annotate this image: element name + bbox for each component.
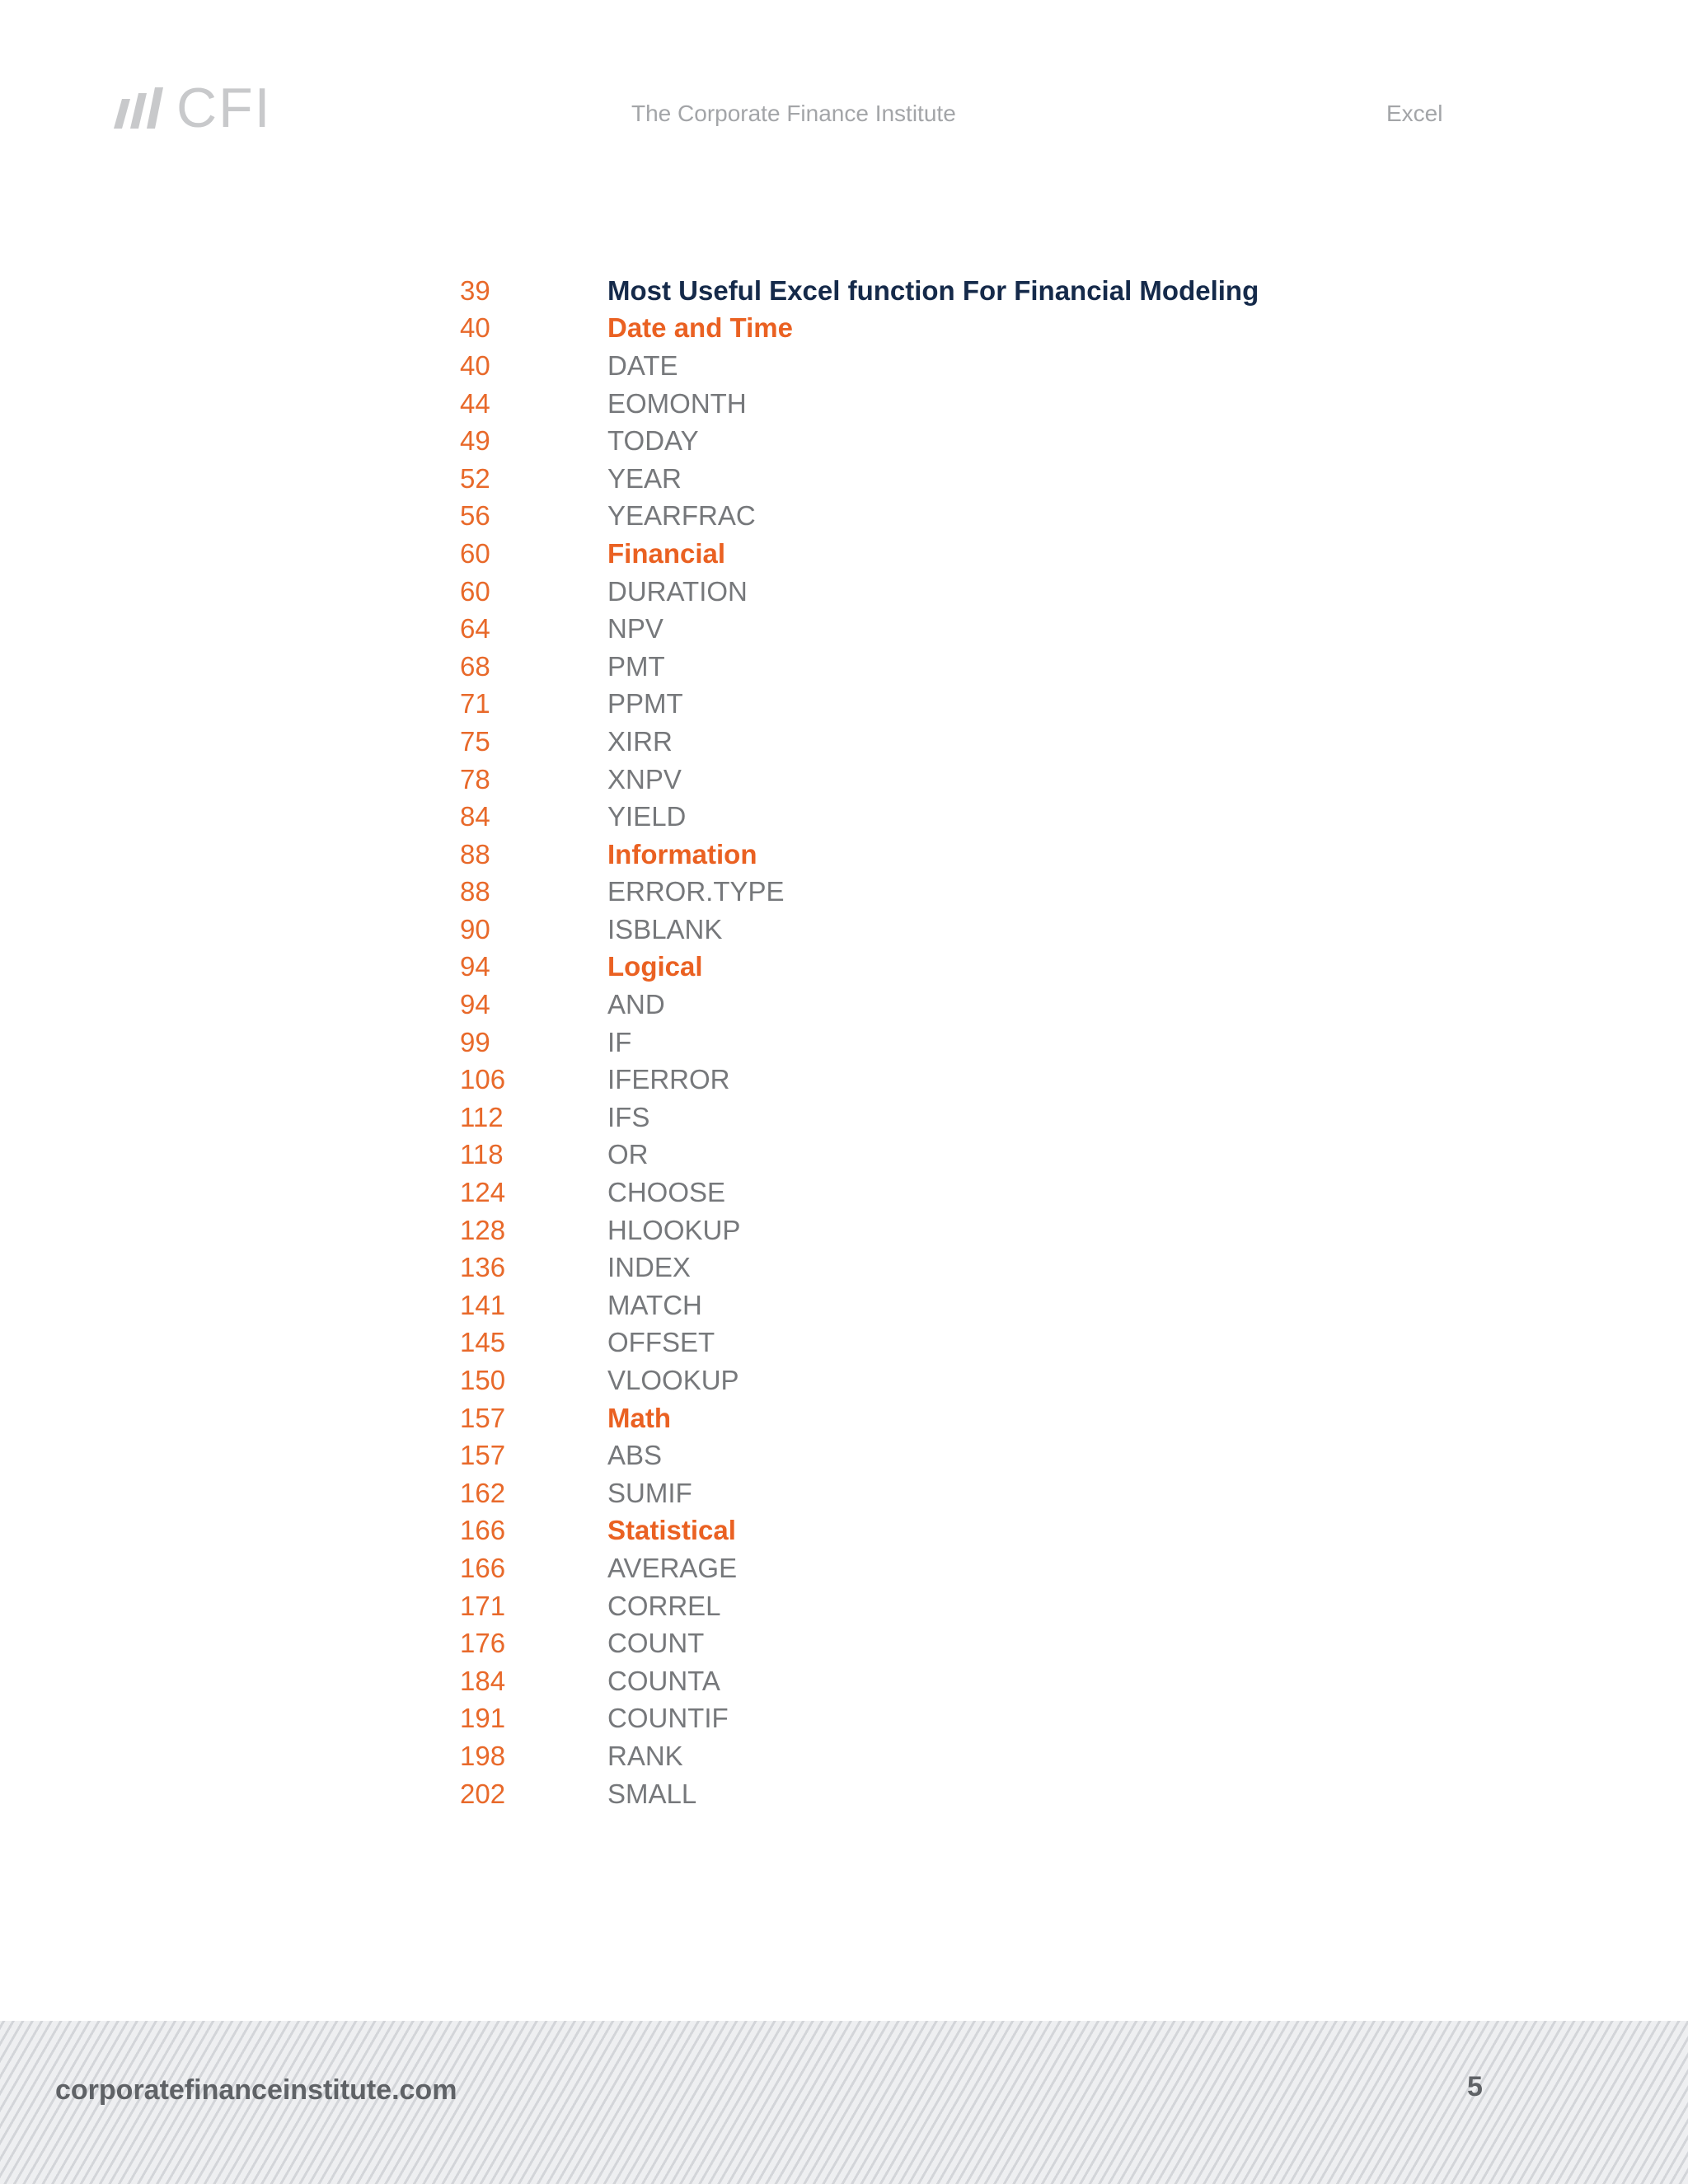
toc-page-number: 184 bbox=[460, 1665, 506, 1696]
toc-page-number: 60 bbox=[460, 537, 490, 569]
toc-entry-label: XIRR bbox=[607, 725, 673, 757]
toc-page-number: 44 bbox=[460, 387, 490, 419]
toc-item-row[interactable] bbox=[460, 1737, 1449, 1775]
toc-entry-label: IFS bbox=[607, 1101, 650, 1132]
toc-page-number: 90 bbox=[460, 913, 490, 944]
toc-page-number: 56 bbox=[460, 500, 490, 532]
toc-page-number: 166 bbox=[460, 1515, 506, 1546]
toc-item-row[interactable] bbox=[460, 1286, 1449, 1324]
toc-page-number: 60 bbox=[460, 575, 490, 607]
toc-entry-label: AVERAGE bbox=[607, 1552, 738, 1583]
toc-entry-label: OFFSET bbox=[607, 1327, 715, 1358]
toc-entry-label: Financial bbox=[607, 537, 726, 569]
toc-item-row[interactable] bbox=[460, 723, 1449, 761]
toc-entry-label: OR bbox=[607, 1139, 649, 1170]
toc-entry-label: RANK bbox=[607, 1740, 683, 1771]
toc-item-row[interactable] bbox=[460, 686, 1449, 724]
toc-entry-label: Most Useful Excel function For Financial Modeling bbox=[607, 274, 1259, 306]
toc-section-row[interactable] bbox=[460, 310, 1449, 348]
toc-section-row[interactable] bbox=[460, 1512, 1449, 1550]
header-topic: Excel bbox=[1386, 101, 1443, 126]
toc-entry-label: TODAY bbox=[607, 425, 699, 457]
toc-entry-label: IF bbox=[607, 1026, 632, 1057]
toc-page-number: 88 bbox=[460, 838, 490, 869]
toc-item-row[interactable] bbox=[460, 1624, 1449, 1662]
toc-page-number: 75 bbox=[460, 725, 490, 757]
toc-section-row[interactable] bbox=[460, 949, 1449, 987]
cfi-stripes-icon bbox=[114, 87, 168, 129]
toc-item-row[interactable] bbox=[460, 986, 1449, 1024]
toc-page-number: 128 bbox=[460, 1214, 506, 1245]
page-footer bbox=[0, 2021, 1688, 2184]
toc-item-row[interactable] bbox=[460, 573, 1449, 611]
toc-entry-label: PMT bbox=[607, 650, 665, 682]
toc-page-number: 84 bbox=[460, 801, 490, 832]
toc-item-row[interactable] bbox=[460, 347, 1449, 385]
cfi-logo bbox=[114, 77, 272, 139]
toc-page-number: 99 bbox=[460, 1026, 490, 1057]
toc-entry-label: PPMT bbox=[607, 688, 683, 719]
toc-item-row[interactable] bbox=[460, 648, 1449, 686]
toc-page-number: 118 bbox=[460, 1139, 504, 1170]
toc-entry-label: EOMONTH bbox=[607, 387, 747, 419]
toc-page-number: 198 bbox=[460, 1740, 506, 1771]
toc-page-number: 145 bbox=[460, 1327, 506, 1358]
toc-entry-label: DURATION bbox=[607, 575, 748, 607]
toc-entry-label: INDEX bbox=[607, 1252, 691, 1283]
toc-entry-label: AND bbox=[607, 989, 665, 1020]
toc-section-row[interactable] bbox=[460, 1399, 1449, 1437]
toc-entry-label: VLOOKUP bbox=[607, 1365, 739, 1396]
toc-entry-label: ISBLANK bbox=[607, 913, 723, 944]
toc-page-number: 64 bbox=[460, 613, 490, 644]
toc-entry-label: Statistical bbox=[607, 1515, 736, 1546]
header-publisher: The Corporate Finance Institute bbox=[631, 101, 956, 126]
toc-entry-label: Information bbox=[607, 838, 757, 869]
footer-website: corporatefinanceinstitute.com bbox=[55, 2074, 457, 2106]
toc-entry-label: SUMIF bbox=[607, 1477, 692, 1508]
toc-item-row[interactable] bbox=[460, 1700, 1449, 1738]
toc-entry-label: ABS bbox=[607, 1440, 663, 1471]
toc-page-number: 112 bbox=[460, 1101, 504, 1132]
toc-page-number: 176 bbox=[460, 1628, 506, 1659]
toc-item-row[interactable] bbox=[460, 1587, 1449, 1625]
toc-page-number: 39 bbox=[460, 274, 490, 306]
toc-entry-label: COUNT bbox=[607, 1628, 705, 1659]
toc-item-row[interactable] bbox=[460, 761, 1449, 799]
toc-item-row[interactable] bbox=[460, 385, 1449, 423]
toc-page-number: 202 bbox=[460, 1778, 506, 1809]
logo-text: CFI bbox=[176, 77, 272, 139]
toc-entry-label: MATCH bbox=[607, 1289, 702, 1320]
toc-item-row[interactable] bbox=[460, 1324, 1449, 1362]
toc-item-row[interactable] bbox=[460, 1775, 1449, 1813]
toc-page-number: 52 bbox=[460, 462, 490, 494]
toc-page-number: 40 bbox=[460, 349, 490, 381]
toc-item-row[interactable] bbox=[460, 911, 1449, 949]
toc-section-row[interactable] bbox=[460, 836, 1449, 874]
toc-page-number: 68 bbox=[460, 650, 490, 682]
toc-item-row[interactable] bbox=[460, 1436, 1449, 1474]
toc-entry-label: COUNTA bbox=[607, 1665, 720, 1696]
toc-item-row[interactable] bbox=[460, 1137, 1449, 1174]
toc-page-number: 40 bbox=[460, 312, 490, 344]
toc-page-number: 71 bbox=[460, 688, 490, 719]
toc-entry-label: YIELD bbox=[607, 801, 687, 832]
toc-item-row[interactable] bbox=[460, 1474, 1449, 1512]
toc-entry-label: HLOOKUP bbox=[607, 1214, 741, 1245]
toc-entry-label: YEARFRAC bbox=[607, 500, 756, 532]
toc-page-number: 136 bbox=[460, 1252, 506, 1283]
toc-entry-label: IFERROR bbox=[607, 1064, 730, 1095]
toc-item-row[interactable] bbox=[460, 1249, 1449, 1286]
toc-page-number: 78 bbox=[460, 763, 490, 794]
toc-page-number: 157 bbox=[460, 1402, 506, 1433]
toc-entry-label: XNPV bbox=[607, 763, 682, 794]
toc-page-number: 166 bbox=[460, 1552, 506, 1583]
toc-page-number: 88 bbox=[460, 876, 490, 907]
toc-item-row[interactable] bbox=[460, 1099, 1449, 1137]
toc-item-row[interactable] bbox=[460, 460, 1449, 498]
toc-item-row[interactable] bbox=[460, 1024, 1449, 1062]
toc-item-row[interactable] bbox=[460, 1061, 1449, 1099]
toc-item-row[interactable] bbox=[460, 610, 1449, 648]
toc-item-row[interactable] bbox=[460, 874, 1449, 912]
toc-item-row[interactable] bbox=[460, 422, 1449, 460]
toc-page-number: 191 bbox=[460, 1703, 506, 1734]
toc-entry-label: ERROR.TYPE bbox=[607, 876, 785, 907]
toc-entry-label: SMALL bbox=[607, 1778, 697, 1809]
page-header bbox=[0, 0, 1688, 165]
toc-page-number: 49 bbox=[460, 425, 490, 457]
toc-section-row[interactable] bbox=[460, 535, 1449, 573]
toc-item-row[interactable] bbox=[460, 1549, 1449, 1587]
table-of-contents bbox=[460, 272, 1449, 1812]
toc-item-row[interactable] bbox=[460, 1662, 1449, 1700]
toc-item-row[interactable] bbox=[460, 1361, 1449, 1399]
toc-entry-label: CHOOSE bbox=[607, 1177, 726, 1208]
toc-page-number: 162 bbox=[460, 1477, 506, 1508]
toc-page-number: 150 bbox=[460, 1365, 506, 1396]
toc-page-number: 106 bbox=[460, 1064, 506, 1095]
toc-entry-label: Date and Time bbox=[607, 312, 793, 344]
toc-page-number: 171 bbox=[460, 1590, 506, 1621]
toc-entry-label: Logical bbox=[607, 951, 703, 982]
toc-item-row[interactable] bbox=[460, 1212, 1449, 1249]
toc-entry-label: YEAR bbox=[607, 462, 682, 494]
toc-entry-label: DATE bbox=[607, 349, 678, 381]
toc-entry-label: NPV bbox=[607, 613, 663, 644]
toc-item-row[interactable] bbox=[460, 498, 1449, 536]
toc-page-number: 94 bbox=[460, 951, 490, 982]
toc-page-number: 141 bbox=[460, 1289, 506, 1320]
toc-entry-label: COUNTIF bbox=[607, 1703, 729, 1734]
toc-title-row[interactable] bbox=[460, 272, 1449, 310]
toc-entry-label: Math bbox=[607, 1402, 671, 1433]
toc-page-number: 124 bbox=[460, 1177, 506, 1208]
toc-entry-label: CORREL bbox=[607, 1590, 721, 1621]
toc-item-row[interactable] bbox=[460, 798, 1449, 836]
toc-page-number: 157 bbox=[460, 1440, 506, 1471]
toc-item-row[interactable] bbox=[460, 1174, 1449, 1212]
toc-page-number: 94 bbox=[460, 989, 490, 1020]
page-number: 5 bbox=[1467, 2071, 1483, 2102]
